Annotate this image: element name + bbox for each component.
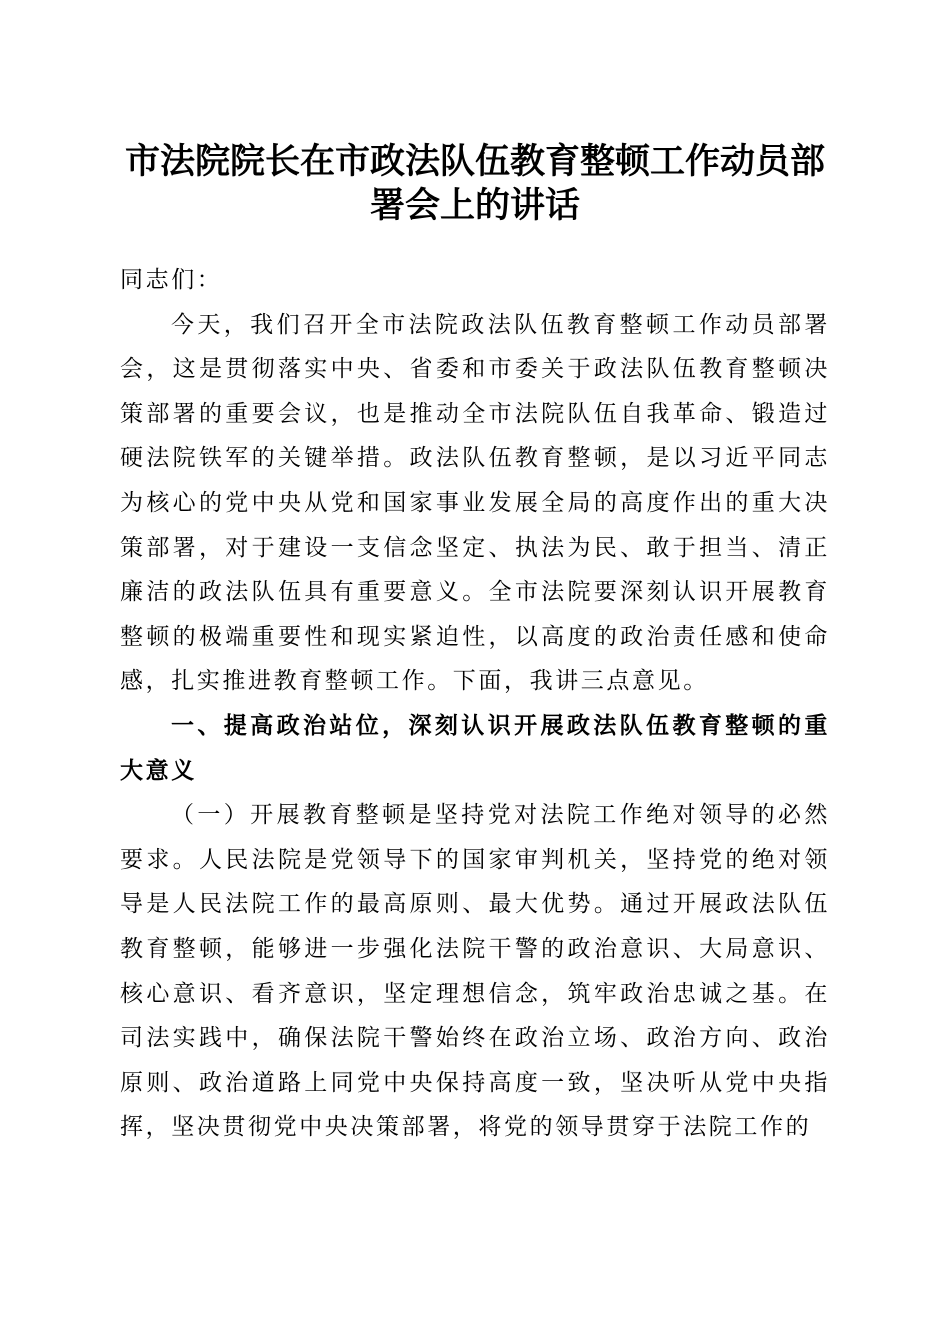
title-line-2: 署会上的讲话 xyxy=(369,185,580,226)
subsection-paragraph-1: （一）开展教育整顿是坚持党对法院工作绝对领导的必然要求。人民法院是党领导下的国家审判机关，坚持党的绝对领导是人民法院工作的最高原则、最大优势。通过开展政法队伍教育整顿，能够进一步强化法院干警的政治意识、大局意识、核心意识、看齐意识，坚定理想信念，筑牢政治忠诚之基。在司法实践中，确保法院干警始终在政治立场、政治方向、政治原则、政治道路上同党中央保持高度一致，坚决听从党中央指挥，坚决贯彻党中央决策部署，将党的领导贯穿于法院工作的 xyxy=(120,802,830,1141)
document-body xyxy=(120,258,830,1150)
section-heading-1: 一、提高政治站位，深刻认识开展政法队伍教育整顿的重大意义 xyxy=(120,712,830,784)
opening-paragraph: 今天，我们召开全市法院政法队伍教育整顿工作动员部署会，这是贯彻落实中央、省委和市委关于政法队伍教育整顿决策部署的重要会议，也是推动全市法院队伍自我革命、锻造过硬法院铁军的关键举措。政法队伍教育整顿，是以习近平同志为核心的党中央从党和国家事业发展全局的高度作出的重大决策部署，对于建设一支信念坚定、执法为民、敢于担当、清正廉洁的政法队伍具有重要意义。全市法院要深刻认识开展教育整顿的极端重要性和现实紧迫性，以高度的政治责任感和使命感，扎实推进教育整顿工作。下面，我讲三点意见。 xyxy=(120,311,830,695)
document-title xyxy=(110,140,840,228)
salutation: 同志们： xyxy=(120,267,223,293)
title-line-1: 市法院院长在市政法队伍教育整顿工作动员部 xyxy=(124,141,825,182)
